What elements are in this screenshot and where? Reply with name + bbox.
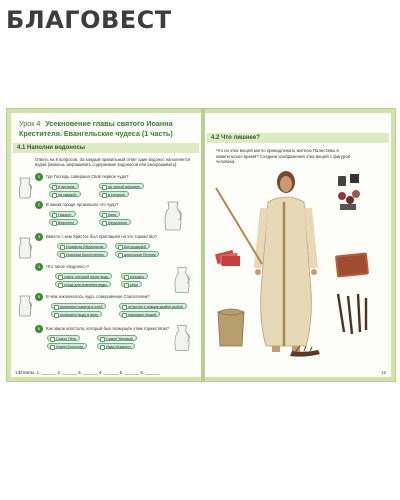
basket-illustration (214, 306, 248, 350)
option-6a[interactable]: Симон Пётр (47, 335, 80, 341)
question-6: 6 Как звали апостола, который был возмущён этим торжеством? (35, 325, 169, 333)
option-4b[interactable]: колодец (121, 273, 148, 279)
option-3c[interactable]: Иоанном Крестителем (57, 251, 108, 257)
option-3d[interactable]: апостолом Петром (115, 251, 159, 257)
option-5c[interactable]: превратил воду в вино (51, 311, 102, 317)
question-1: 1 Где Господь совершил Своё первое чудо? (35, 173, 128, 181)
tickets-illustration (214, 246, 242, 270)
task-text: Что из этих вещей могло принадлежать жителю Палестины в евангельское время? Соедини изображения этих вещей с фигурой человека. (216, 148, 351, 165)
option-1d[interactable]: в синагоге (99, 191, 129, 197)
option-2b[interactable]: Кана (99, 211, 120, 217)
water-jug-icon (171, 323, 193, 353)
water-jug-icon (17, 293, 33, 319)
option-2c[interactable]: Вифлеем (49, 219, 78, 225)
option-2d[interactable]: Иерусалим (99, 219, 131, 225)
question-4: 4 Что такое «водонос»? (35, 263, 89, 271)
belts-illustration (332, 292, 372, 336)
instructions-text: Ответь на 8 вопросов. За каждый правильный ответ один водонос наполняется водой (можешь закрашивать содержимое водоносов или раскрашивать). (35, 157, 191, 168)
sandal-illustration (288, 344, 322, 360)
page-number-right: 15 (381, 370, 387, 375)
water-jug-icon (17, 175, 33, 201)
option-5a[interactable]: превратил камень в хлеб (51, 303, 106, 309)
option-3a[interactable]: Иосифом Обручником (57, 243, 107, 249)
option-1b[interactable]: на горной вершине (99, 183, 144, 189)
water-jug-icon (161, 199, 185, 233)
option-1c[interactable]: на свадьбе (49, 191, 81, 197)
water-jug-icon (171, 265, 193, 295)
option-1a[interactable]: в пустыне (49, 183, 79, 189)
left-page (11, 113, 201, 377)
option-4c[interactable]: сосуд для хранения воды (55, 281, 111, 287)
option-5b[interactable]: отпустил с ловцов крайне рыбой (119, 303, 187, 309)
section-title-left: 4.1 Наполни водоносы (13, 143, 199, 153)
question-5: 5 В чём заключалось чудо, совершённое Спасителем? (35, 293, 150, 301)
option-3b[interactable]: Богородицей (115, 243, 150, 249)
lesson-header (19, 119, 201, 139)
answers-line: Ответы: 1. ______ 2. ______ 3. ______ 4. ______ 5. ______ 6. ______ (19, 370, 160, 375)
question-2: 2 В каком городе произошло это чудо? (35, 201, 118, 209)
option-4a[interactable]: сорта, который носят воду (55, 273, 112, 279)
lesson-title: Усекновение главы святого Иоанна Крестителя. Евангельские чудеса (1 часть) (19, 119, 173, 138)
page-number-left: 14 (15, 370, 21, 375)
lesson-number: Урок 4 (19, 119, 41, 128)
option-6d[interactable]: Иуда Искариот (97, 343, 135, 349)
book-illustration (334, 250, 370, 280)
question-3: 3 Вместе с кем Христос был приглашён на это торжество? (35, 233, 157, 241)
option-6c[interactable]: Иоанн Богослов (47, 343, 87, 349)
section-title-right: 4.2 Что лишнее? (207, 133, 389, 143)
option-6b[interactable]: Симон Уиновый (97, 335, 137, 341)
water-jug-icon (17, 235, 33, 261)
option-4d[interactable]: река (121, 281, 142, 287)
option-5d[interactable]: накормил людей (119, 311, 160, 317)
option-2a[interactable]: Назарет (49, 211, 76, 217)
watermark-logo: БЛАГОВЕСТ (6, 6, 172, 34)
objects-illustration (334, 172, 364, 214)
